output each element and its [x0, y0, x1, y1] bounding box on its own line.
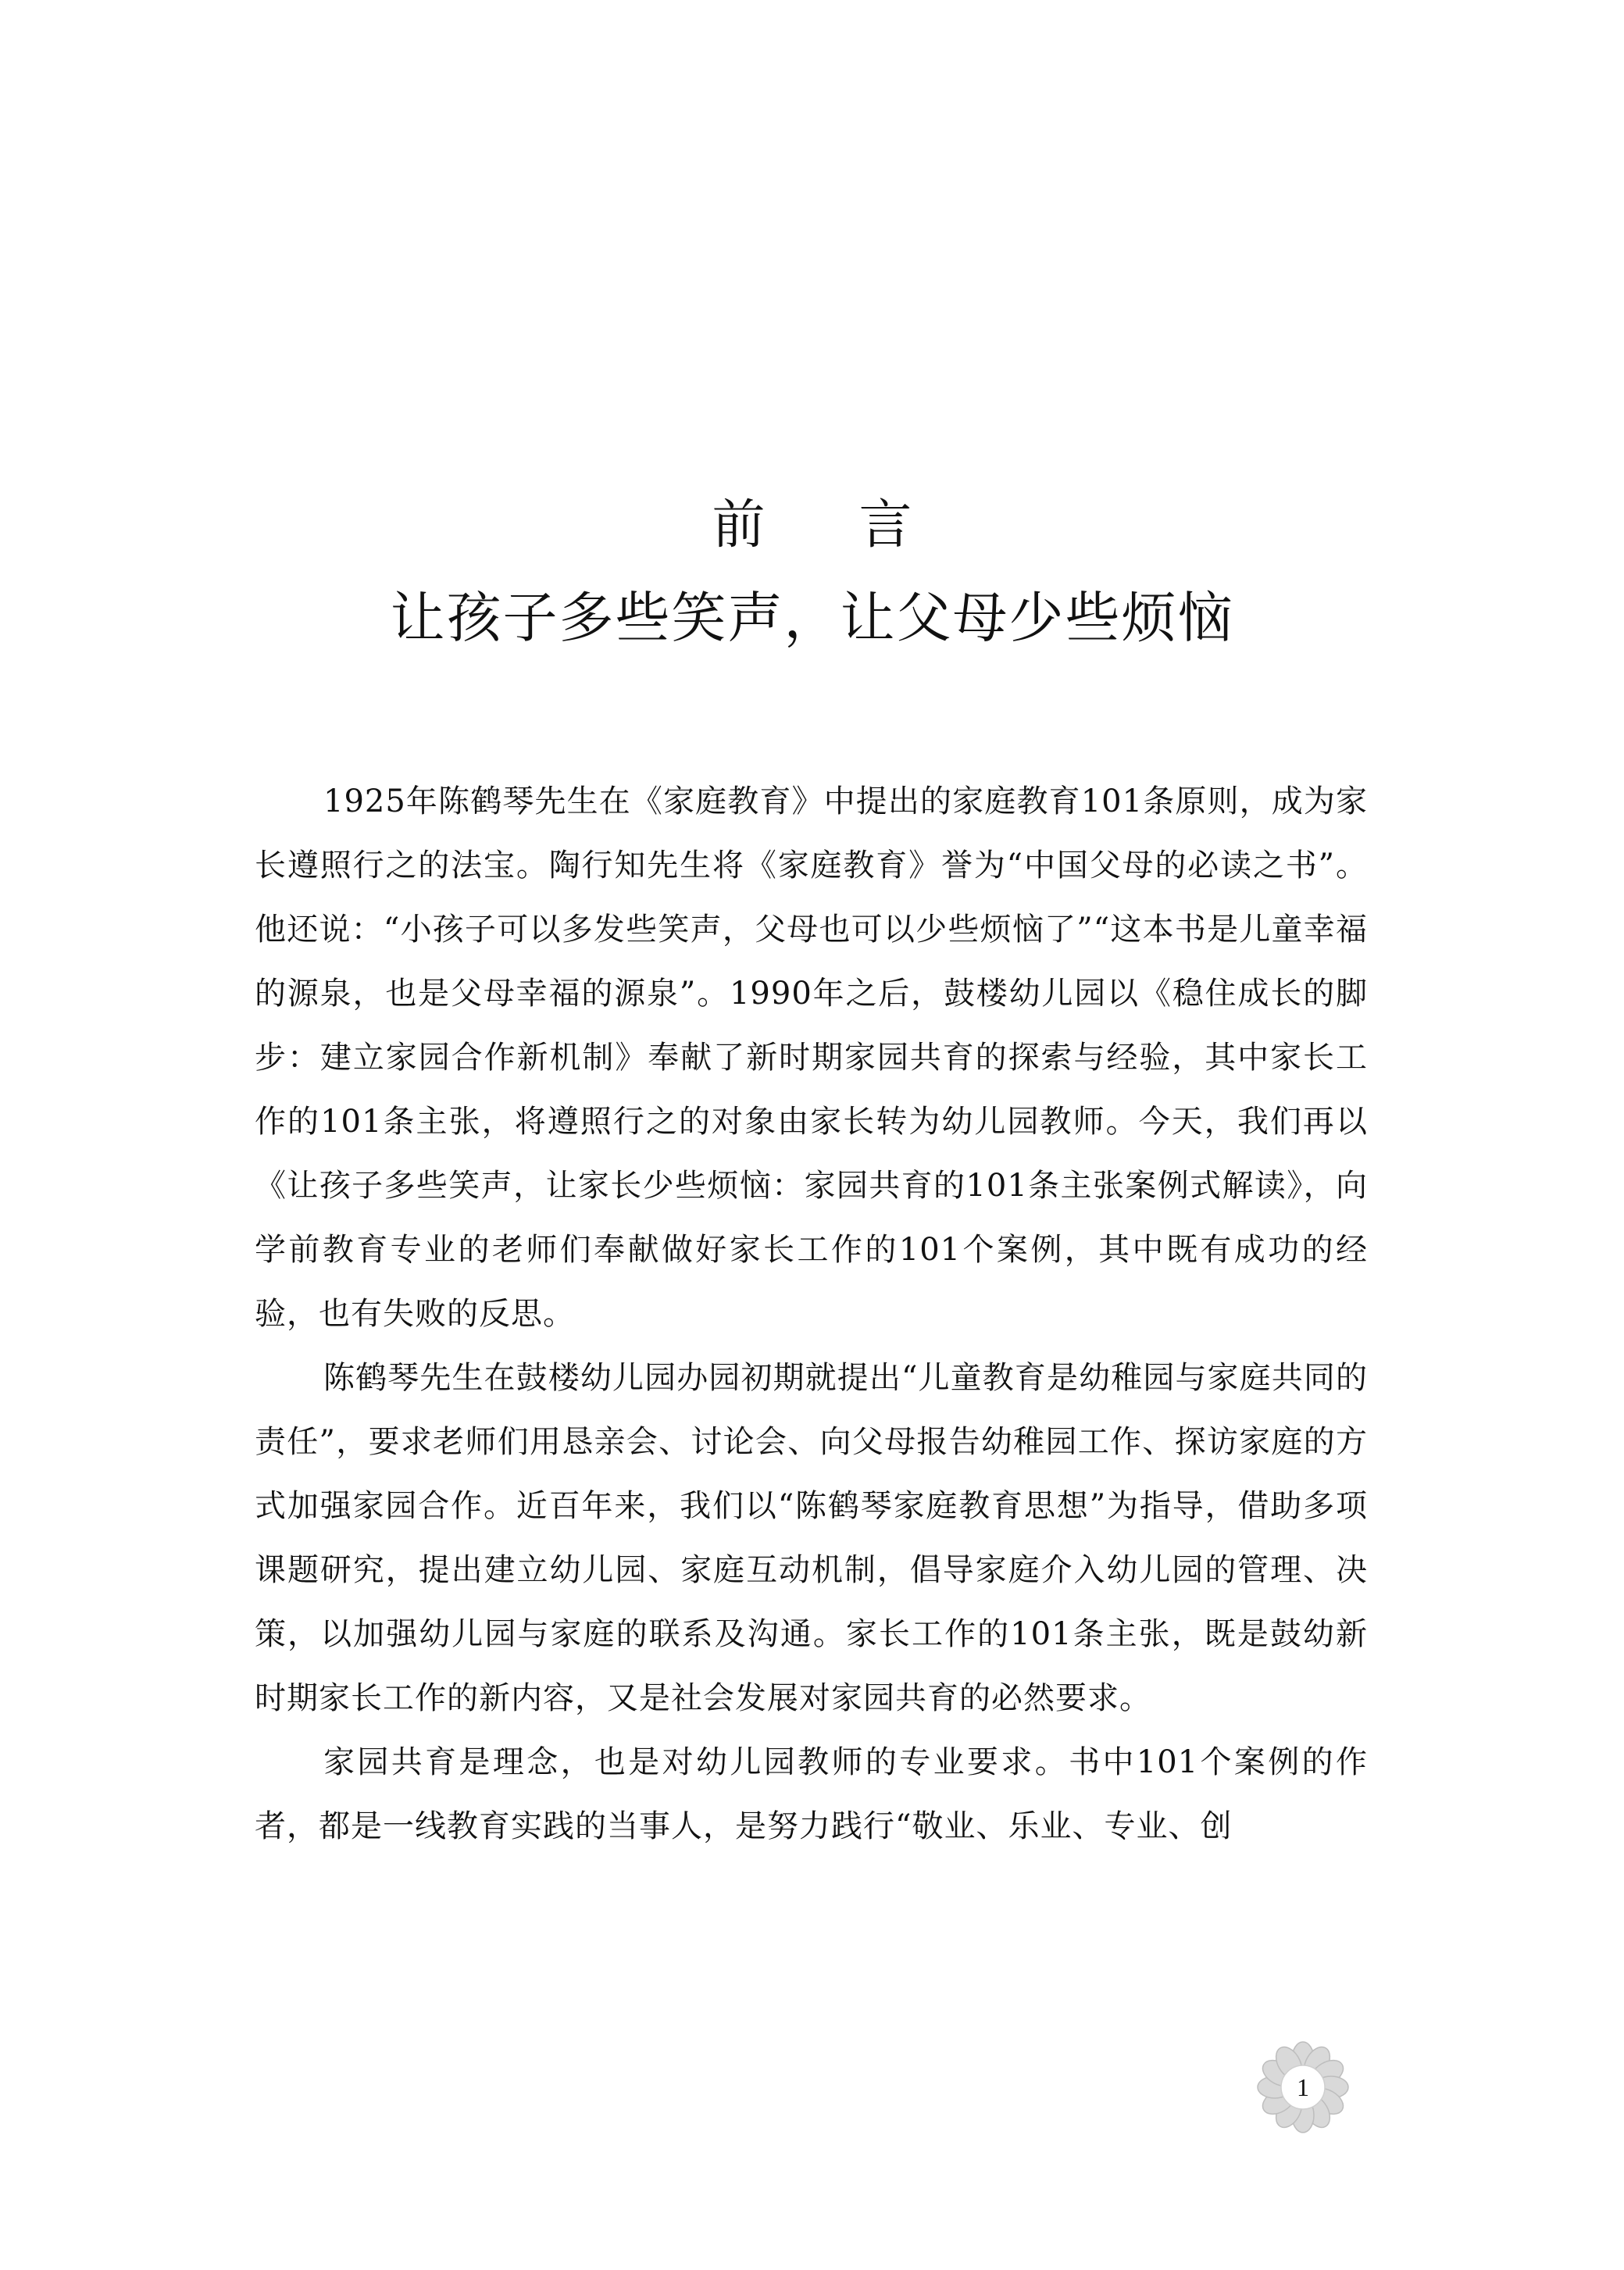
- paragraph: 1925年陈鹤琴先生在《家庭教育》中提出的家庭教育101条原则，成为家长遵照行之的法宝。陶行知先生将《家庭教育》誉为“中国父母的必读之书”。他还说：“小孩子可以多发些笑声，父母也可以少些烦恼了”“这本书是儿童幸福的源泉，也是父母幸福的源泉”。1990年之后，鼓楼幼儿园以《稳住成长的脚步：建立家园合作新机制》奉献了新时期家园共育的探索与经验，其中家长工作的101条主张，将遵照行之的对象由家长转为幼儿园教师。今天，我们再以《让孩子多些笑声，让家长少些烦恼：家园共育的101条主张案例式解读》，向学前教育专业的老师们奉献做好家长工作的101个案例，其中既有成功的经验，也有失败的反思。: [255, 783, 1368, 1332]
- paragraph: 家园共育是理念，也是对幼儿园教师的专业要求。书中101个案例的作者，都是一线教育实践的当事人，是努力践行“敬业、乐业、专业、创: [255, 1744, 1368, 1844]
- body-text: [255, 769, 1368, 1858]
- page-title: 前言: [712, 494, 1006, 556]
- page-number-badge: [1256, 2040, 1350, 2134]
- page-number: 1: [1297, 2073, 1309, 2101]
- paragraph: 陈鹤琴先生在鼓楼幼儿园办园初期就提出“儿童教育是幼稚园与家庭共同的责任”，要求老师们用恳亲会、讨论会、向父母报告幼稚园工作、探访家庭的方式加强家园合作。近百年来，我们以“陈鹤琴家庭教育思想”为指导，借助多项课题研究，提出建立幼儿园、家庭互动机制，倡导家庭介入幼儿园的管理、决策，以加强幼儿园与家庭的联系及沟通。家长工作的101条主张，既是鼓幼新时期家长工作的新内容，又是社会发展对家园共育的必然要求。: [255, 1360, 1368, 1716]
- page-subtitle: 让孩子多些笑声，让父母少些烦恼: [390, 586, 1234, 650]
